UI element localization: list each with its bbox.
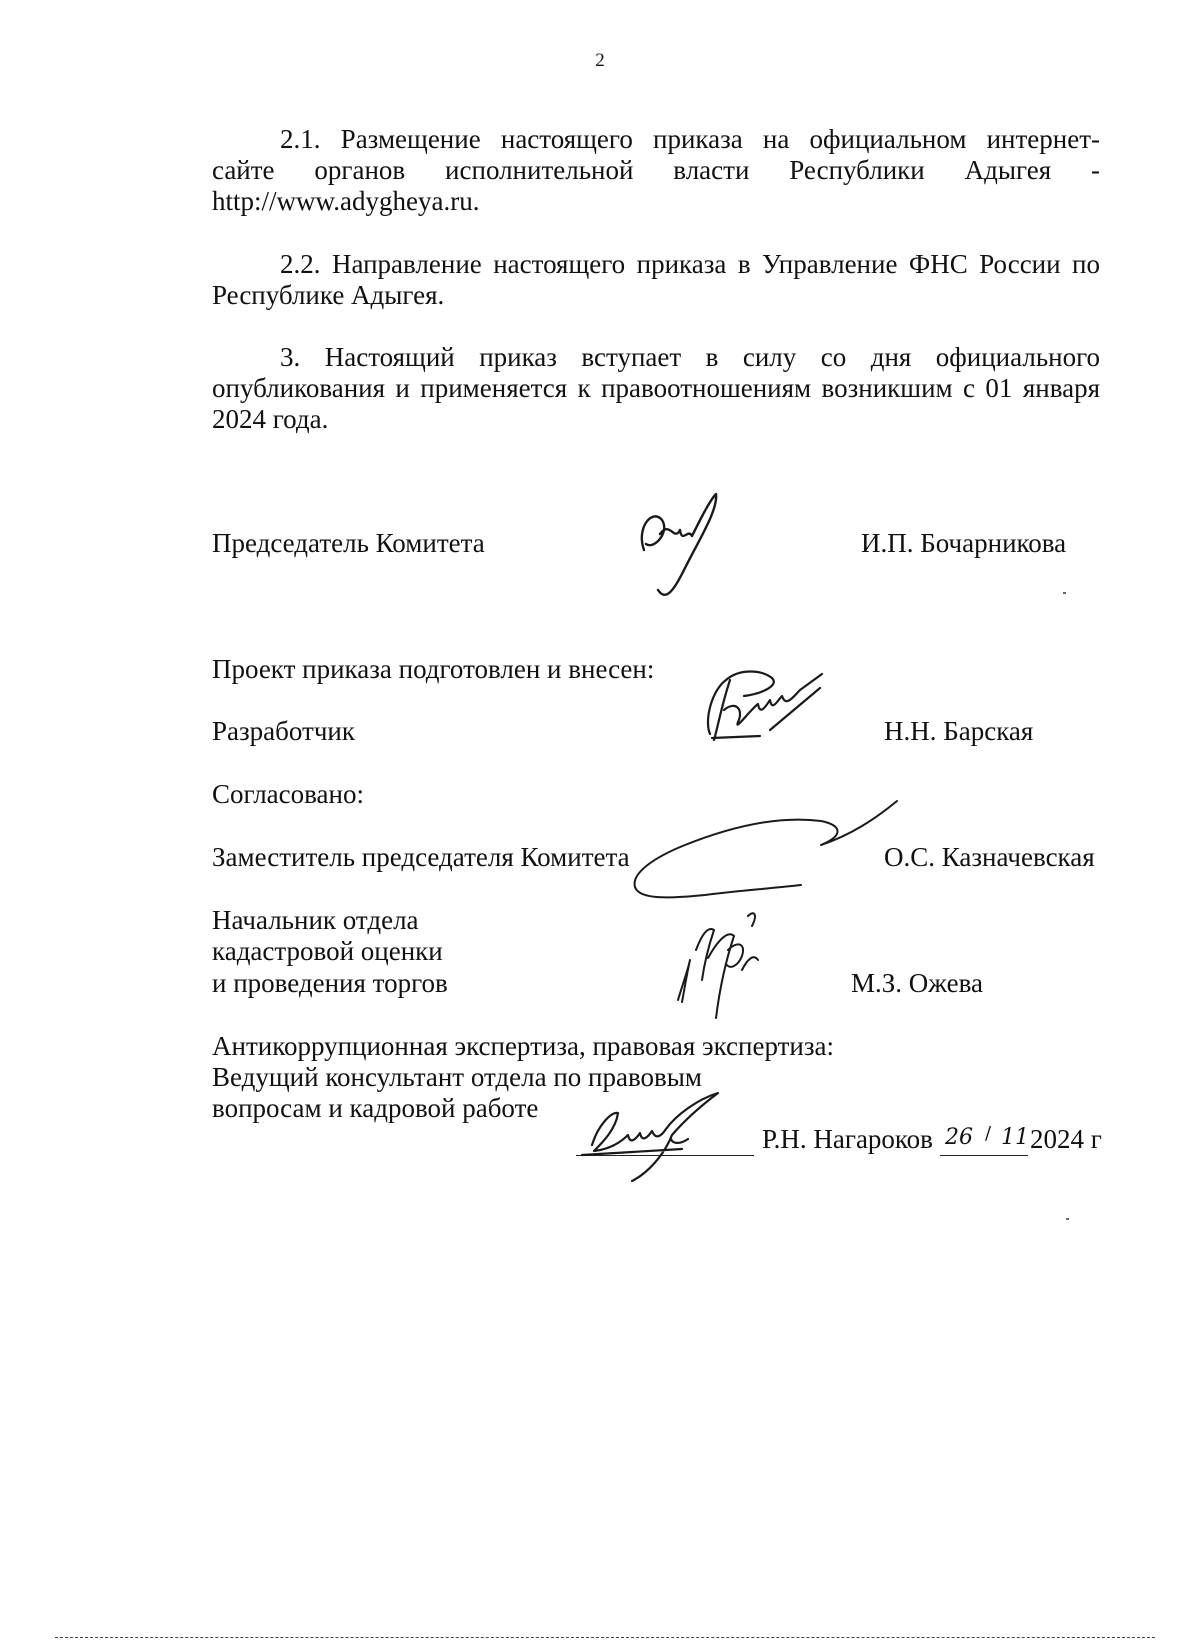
- expertise-title-line2: вопросам и кадровой работе: [212, 1093, 539, 1123]
- paragraph-3-line2: опубликования и применяется к правоотношениям возникшим с 01 января: [212, 373, 1100, 403]
- paragraph-3-line1: 3. Настоящий приказ вступает в силу со дня официального: [280, 342, 1100, 372]
- head-title-line1: Начальник отдела: [212, 905, 419, 935]
- developer-name: Н.Н. Барская: [884, 716, 1034, 746]
- expertise-label: Антикоррупционная экспертиза, правовая экспертиза:: [212, 1031, 835, 1061]
- prepared-label: Проект приказа подготовлен и внесен:: [212, 654, 655, 684]
- developer-title: Разработчик: [212, 716, 355, 746]
- chairman-title: Председатель Комитета: [212, 528, 485, 558]
- expertise-signature: [572, 1085, 742, 1185]
- head-name: М.З. Ожева: [851, 968, 983, 998]
- chairman-name: И.П. Бочарникова: [861, 528, 1067, 558]
- developer-signature: [700, 660, 840, 750]
- paragraph-2-2-line1: 2.2. Направление настоящего приказа в Управление ФНС России по: [280, 249, 1100, 279]
- expertise-date-day: 26: [945, 1125, 973, 1150]
- paragraph-2-2: [212, 249, 1100, 311]
- expertise-date-year: 2024 г: [1030, 1124, 1102, 1154]
- chairman-signature: [630, 490, 730, 605]
- deputy-name: О.С. Казначевская: [884, 842, 1095, 872]
- expertise-date-month: 11: [1001, 1125, 1029, 1150]
- scan-speck: [1063, 592, 1066, 594]
- page-number: 2: [595, 50, 605, 71]
- paragraph-2-1-line2: сайте органов исполнительной власти Республики Адыгея -: [212, 155, 1100, 185]
- bottom-edge-line: [55, 1637, 1155, 1638]
- date-underline: [940, 1155, 1028, 1156]
- paragraph-2-1-line1: 2.1. Размещение настоящего приказа на официальном интернет-: [280, 124, 1100, 154]
- expertise-title-line1: Ведущий консультант отдела по правовым: [212, 1062, 703, 1092]
- paragraph-2-2-line2: Республике Адыгея.: [212, 280, 445, 310]
- expertise-name: Р.Н. Нагароков: [762, 1124, 933, 1154]
- date-separator-slash: /: [985, 1123, 992, 1144]
- head-title-line2: кадастровой оценки: [212, 936, 443, 966]
- scan-speck: [1066, 1218, 1069, 1220]
- agreed-label: Согласовано:: [212, 779, 364, 809]
- paragraph-3: [212, 342, 1100, 435]
- paragraph-3-line3: 2024 года.: [212, 404, 329, 434]
- paragraph-2-1: [212, 124, 1100, 217]
- head-title-line3: и проведения торгов: [212, 968, 448, 998]
- paragraph-2-1-line3: http://www.adygheya.ru.: [212, 186, 480, 216]
- head-signature: [668, 900, 778, 1025]
- deputy-title: Заместитель председателя Комитета: [212, 842, 630, 872]
